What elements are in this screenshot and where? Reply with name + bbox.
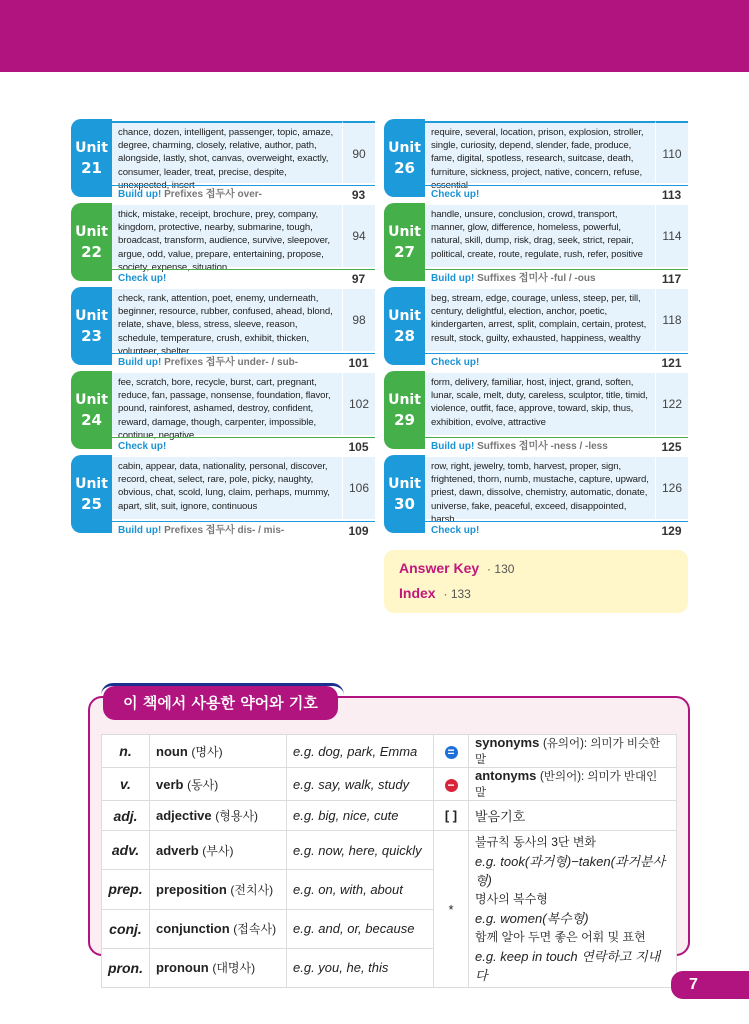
abbr-word: preposition (전치사) — [150, 870, 287, 909]
sub-title: Build up! — [118, 525, 162, 536]
unit-page: 90 — [342, 121, 375, 183]
top-banner — [0, 0, 749, 72]
abbr-word: conjunction (접속사) — [150, 909, 287, 948]
unit-badge — [384, 371, 425, 449]
unit-badge — [71, 455, 112, 533]
unit-label: Unit — [75, 392, 108, 408]
unit-number: 22 — [81, 243, 102, 261]
unit-label: Unit — [388, 140, 421, 156]
unit-badge — [71, 119, 112, 197]
unit-word-list: require, several, location, prison, explosion, stroller, single, curiosity, depend, slender, fade, produce, fame, digital, spotless, research, suitcase, death, furniture, sickness, project, native, concern, refuse, essential — [425, 121, 655, 183]
sub-page: 121 — [655, 353, 688, 371]
unit-label: Unit — [388, 224, 421, 240]
star-line: 함께 알아 두면 좋은 어휘 및 표현 — [475, 930, 646, 944]
index-entry[interactable] — [399, 585, 471, 601]
sub-title: Build up! — [431, 273, 475, 284]
pronunciation-symbol: [ ] — [434, 801, 469, 831]
unit-number: 28 — [394, 327, 415, 345]
abbreviation-title: 이 책에서 사용한 약어와 기호 — [103, 686, 338, 720]
unit-word-list: thick, mistake, receipt, brochure, prey, company, kingdom, protective, nearby, submarine, tough, broadcast, transform, audience, survive, sleepover, argue, odd, value, prepare, entertaining, propose, society, expense, situation — [112, 205, 342, 267]
unit-sub-section[interactable] — [425, 437, 655, 455]
unit-sub-section[interactable] — [112, 521, 342, 539]
unit-word-list: form, delivery, familiar, host, inject, grand, soften, lunar, scale, melt, duty, careless, sculptor, title, timid, violence, outfit, face, approve, toward, skip, thus, exhibition, evolve, attractive — [425, 373, 655, 435]
unit-entry[interactable] — [384, 371, 688, 455]
abbr-code: n. — [102, 735, 150, 768]
star-line: 불규칙 동사의 3단 변화 — [475, 835, 597, 849]
sub-page: 113 — [655, 185, 688, 203]
unit-label: Unit — [388, 476, 421, 492]
sub-title: Build up! — [431, 441, 475, 452]
unit-sub-section[interactable] — [112, 437, 342, 455]
abbr-word: adjective (형용사) — [150, 801, 287, 831]
separator-dot: · — [487, 562, 492, 576]
unit-label: Unit — [75, 308, 108, 324]
abbr-example: e.g. on, with, about — [287, 870, 434, 909]
star-line: e.g. women(복수형) — [475, 911, 589, 926]
unit-label: Unit — [75, 140, 108, 156]
star-line: e.g. took(과거형)−taken(과거분사형) — [475, 854, 666, 888]
sub-title: Build up! — [118, 189, 162, 200]
index-page: 133 — [450, 587, 471, 601]
star-desc — [469, 831, 677, 988]
unit-entry[interactable] — [71, 371, 375, 455]
unit-page: 94 — [342, 205, 375, 267]
unit-number: 27 — [394, 243, 415, 261]
unit-sub-section[interactable] — [425, 185, 655, 203]
unit-word-list: cabin, appear, data, nationality, personal, discover, record, cheat, select, rare, pole, picky, naughty, obvious, chat, scold, lung, claim, perhaps, mummy, apart, slit, suit, ignore, continuous — [112, 457, 342, 519]
synonym-symbol — [434, 735, 469, 768]
sub-detail: Suffixes 접미사 -ful / -ous — [477, 273, 596, 284]
abbr-word: pronoun (대명사) — [150, 948, 287, 987]
antonym-desc: antonyms (반의어): 의미가 반대인 말 — [469, 768, 677, 801]
unit-word-list: handle, unsure, conclusion, crowd, transport, manner, glow, difference, homeless, powerful, natural, skill, dump, risk, drag, seek, strict, repair, political, create, route, regulate, rush, refer, positive — [425, 205, 655, 267]
sub-detail: Prefixes 접두사 dis- / mis- — [164, 525, 285, 536]
abbr-row — [102, 768, 677, 801]
unit-page: 102 — [342, 373, 375, 435]
unit-number: 29 — [394, 411, 415, 429]
sub-page: 125 — [655, 437, 688, 455]
unit-sub-section[interactable] — [112, 353, 342, 371]
separator-dot: · — [443, 587, 448, 601]
answer-key-label: Answer Key — [399, 560, 480, 576]
unit-badge — [71, 287, 112, 365]
unit-label: Unit — [388, 308, 421, 324]
sub-detail: Prefixes 접두사 under- / sub- — [164, 357, 299, 368]
abbr-code: conj. — [102, 909, 150, 948]
unit-badge — [384, 287, 425, 365]
sub-page: 105 — [342, 437, 375, 455]
unit-page: 126 — [655, 457, 688, 519]
unit-word-list: beg, stream, edge, courage, unless, steep, per, till, century, delightful, election, anchor, poetic, kindergarten, arrest, split, complain, certain, protest, result, stock, guilty, exhausted, happiness, wealthy — [425, 289, 655, 351]
unit-page: 114 — [655, 205, 688, 267]
unit-page: 118 — [655, 289, 688, 351]
synonym-desc: synonyms (유의어): 의미가 비슷한 말 — [469, 735, 677, 768]
unit-entry[interactable] — [71, 455, 375, 539]
unit-sub-section[interactable] — [112, 185, 342, 203]
abbr-example: e.g. say, walk, study — [287, 768, 434, 801]
unit-page: 110 — [655, 121, 688, 183]
answer-key-entry[interactable] — [399, 560, 514, 576]
minus-circle-icon: − — [445, 779, 458, 792]
unit-badge — [384, 455, 425, 533]
abbr-row — [102, 735, 677, 768]
abbr-word: noun (명사) — [150, 735, 287, 768]
unit-badge — [384, 203, 425, 281]
sub-detail: Suffixes 접미사 -ness / -less — [477, 441, 608, 452]
abbr-row — [102, 801, 677, 831]
sub-page: 129 — [655, 521, 688, 539]
unit-number: 24 — [81, 411, 102, 429]
sub-title: Check up! — [431, 525, 480, 536]
sub-detail: Prefixes 접두사 over- — [164, 189, 263, 200]
abbr-code: adv. — [102, 831, 150, 870]
unit-number: 26 — [394, 159, 415, 177]
star-line: e.g. keep in touch 연락하고 지내다 — [475, 949, 661, 983]
unit-page: 106 — [342, 457, 375, 519]
unit-sub-section[interactable] — [425, 521, 655, 539]
unit-sub-section[interactable] — [425, 353, 655, 371]
page-number: 7 — [671, 971, 749, 999]
equals-circle-icon: = — [445, 746, 458, 759]
index-label: Index — [399, 585, 436, 601]
sub-page: 93 — [342, 185, 375, 203]
answer-key-page: 130 — [494, 562, 515, 576]
unit-number: 23 — [81, 327, 102, 345]
sub-title: Build up! — [118, 357, 162, 368]
unit-entry[interactable] — [71, 119, 375, 203]
unit-number: 21 — [81, 159, 102, 177]
pronunciation-desc: 발음기호 — [469, 801, 677, 831]
sub-title: Check up! — [118, 273, 167, 284]
unit-column-right — [384, 119, 688, 539]
unit-sub-section[interactable] — [112, 269, 342, 287]
unit-entry[interactable] — [384, 455, 688, 539]
unit-page: 98 — [342, 289, 375, 351]
abbr-code: prep. — [102, 870, 150, 909]
unit-word-list: check, rank, attention, poet, enemy, underneath, beginner, resource, rubber, confused, ahead, blond, relate, shave, bless, stress, sleeve, reason, schedule, temperature, crush, exhibit, thicken, volunteer, shelter — [112, 289, 342, 351]
sub-title: Check up! — [118, 441, 167, 452]
unit-label: Unit — [75, 476, 108, 492]
unit-entry[interactable] — [384, 203, 688, 287]
unit-number: 30 — [394, 495, 415, 513]
unit-badge — [71, 371, 112, 449]
unit-entry[interactable] — [384, 287, 688, 371]
abbr-row — [102, 831, 677, 870]
unit-sub-section[interactable] — [425, 269, 655, 287]
unit-entry[interactable] — [71, 287, 375, 371]
abbr-code: pron. — [102, 948, 150, 987]
abbreviation-table — [101, 734, 677, 988]
antonym-symbol — [434, 768, 469, 801]
sub-title: Check up! — [431, 357, 480, 368]
star-line: 명사의 복수형 — [475, 892, 548, 906]
unit-entry[interactable] — [71, 203, 375, 287]
unit-word-list: chance, dozen, intelligent, passenger, topic, amaze, degree, charming, closely, relative, author, path, alongside, lastly, shot, canvas, overweight, exactly, consumer, leader, treat, precise, despite, unexpected, insert — [112, 121, 342, 183]
unit-number: 25 — [81, 495, 102, 513]
abbr-example: e.g. you, he, this — [287, 948, 434, 987]
sub-page: 97 — [342, 269, 375, 287]
sub-page: 109 — [342, 521, 375, 539]
unit-badge — [71, 203, 112, 281]
unit-word-list: row, right, jewelry, tomb, harvest, proper, sign, frightened, thorn, numb, mustache, capture, upward, priest, dawn, dissolve, chemistry, automatic, donate, universe, fake, peaceful, exceed, disappointed, harsh — [425, 457, 655, 519]
abbr-code: v. — [102, 768, 150, 801]
abbr-word: adverb (부사) — [150, 831, 287, 870]
unit-label: Unit — [388, 392, 421, 408]
abbr-word: verb (동사) — [150, 768, 287, 801]
abbr-example: e.g. and, or, because — [287, 909, 434, 948]
sub-title: Check up! — [431, 189, 480, 200]
star-symbol: * — [434, 831, 469, 988]
answer-index-box — [384, 550, 688, 613]
unit-label: Unit — [75, 224, 108, 240]
abbr-example: e.g. dog, park, Emma — [287, 735, 434, 768]
sub-page: 101 — [342, 353, 375, 371]
unit-entry[interactable] — [384, 119, 688, 203]
abbr-code: adj. — [102, 801, 150, 831]
unit-word-list: fee, scratch, bore, recycle, burst, cart, pregnant, reduce, fan, passage, nonsense, foundation, flavor, pound, rainforest, ashamed, destroy, confident, reward, damage, though, carpenter, impossible, continue, negative — [112, 373, 342, 435]
unit-badge — [384, 119, 425, 197]
unit-column-left — [71, 119, 375, 539]
unit-page: 122 — [655, 373, 688, 435]
abbr-example: e.g. big, nice, cute — [287, 801, 434, 831]
sub-page: 117 — [655, 269, 688, 287]
abbr-example: e.g. now, here, quickly — [287, 831, 434, 870]
